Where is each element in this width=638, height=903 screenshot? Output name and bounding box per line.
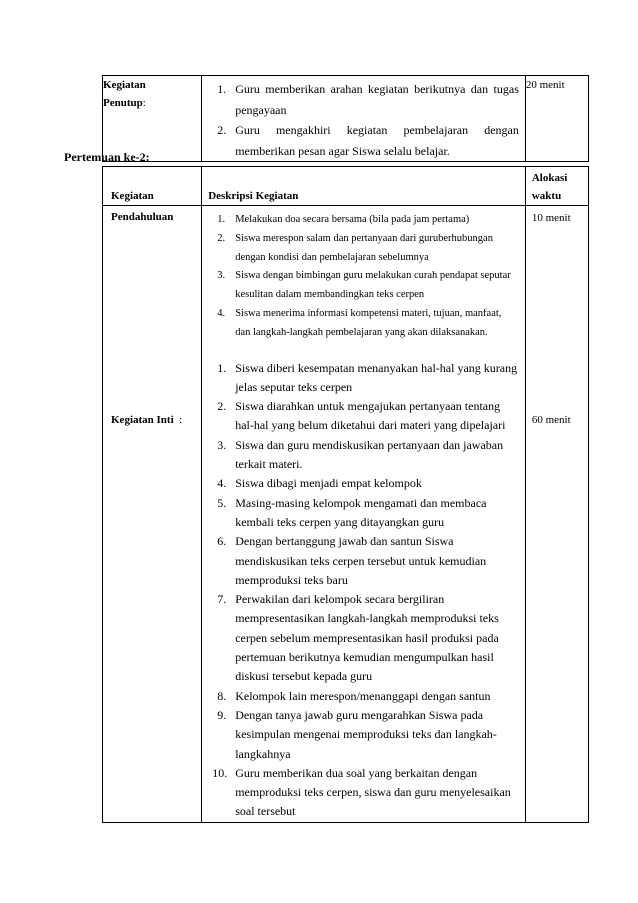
closing-label-cell <box>103 76 202 162</box>
list-item: 5. Masing-masing kelompok mengamati dan membaca kembali teks cerpen yang ditayangkan guru <box>217 495 487 529</box>
closing-time-cell: 20 menit <box>525 76 588 162</box>
closing-label-word1: Kegiatan <box>103 79 146 91</box>
core-time: 60 menit <box>531 414 571 426</box>
list-item: 2. Siswa merespon salam dan pertanyaan dari guruberhubungan dengan kondisi dan pembelajaran sebelumnya <box>217 232 493 263</box>
header-time-line1: Alokasi <box>531 172 568 184</box>
header-row <box>103 167 589 206</box>
list-item: 4. Siswa menerima informasi kompetensi materi, tujuan, manfaat, dan langkah-langkah pembelajaran yang akan dilaksanakan. <box>217 307 502 338</box>
closing-label-word2: Penutup <box>103 97 143 109</box>
closing-row <box>103 76 589 162</box>
closing-description-cell <box>202 76 526 162</box>
core-label: Kegiatan Inti <box>111 414 174 426</box>
list-item: 8. Kelompok lain merespon/menanggapi dengan santun <box>217 688 491 703</box>
intro-description <box>202 206 525 343</box>
list-item: 1. Guru memberikan arahan kegiatan berikutnya dan tugas pengayaan <box>217 82 519 117</box>
list-item: 1. Melakukan doa secara bersama (bila pada jam pertama) <box>217 214 470 225</box>
closing-items-list <box>202 76 525 161</box>
activity-body-row <box>103 206 589 823</box>
list-item: 10. Guru memberikan dua soal yang berkaitan dengan memproduksi teks cerpen, siswa dan guru menyelesaikan soal tersebut <box>212 765 511 819</box>
list-item: 6. Dengan bertanggung jawab dan santun Siswa mendiskusikan teks cerpen tersebut untuk kemudian memproduksi teks baru <box>217 534 487 587</box>
list-item: 9. Dengan tanya jawab guru mengarahkan Siswa pada kesimpulan mengenai memproduksi teks dan langkah-langkahnya <box>217 707 497 761</box>
intro-items-list <box>202 206 525 343</box>
closing-activity-table <box>102 75 589 162</box>
header-description: Deskripsi Kegiatan <box>202 167 526 206</box>
core-label-wrap <box>103 407 182 429</box>
header-activity: Kegiatan <box>103 167 202 206</box>
meeting-title: Pertemuan ke-2: <box>64 150 150 164</box>
header-time-line2: waktu <box>531 190 562 202</box>
closing-label-colon: : <box>142 97 146 109</box>
core-items-list <box>202 359 525 822</box>
activity-label-cell <box>103 206 202 823</box>
list-item: 7. Perwakilan dari kelompok secara bergiliran mempresentasikan langkah-langkah memproduksi teks cerpen sebelum mempresentasikan hasil produksi pada pertemuan berikutnya kemudian mengumpulkan hasil diskusi tersebut kepada guru <box>217 592 499 684</box>
list-item: 3. Siswa dan guru mendiskusikan pertanyaan dan jawaban terkait materi. <box>217 437 504 472</box>
list-item: 3. Siswa dengan bimbingan guru melakukan curah pendapat seputar kesulitan dalam membandingkan teks cerpen <box>217 270 511 301</box>
core-description <box>202 359 525 822</box>
list-item: 4. Siswa dibagi menjadi empat kelompok <box>217 476 422 491</box>
meeting-activity-table <box>102 166 589 823</box>
list-item: 2. Siswa diarahkan untuk mengajukan pertanyaan tentang hal-hal yang belum diketahui dari materi yang dipelajari <box>217 399 506 433</box>
intro-time: 10 menit <box>531 212 571 224</box>
list-item: 1. Siswa diberi kesempatan menanyakan hal-hal yang kurang jelas seputar teks cerpen <box>217 360 518 394</box>
list-item: 2. Guru mengakhiri kegiatan pembelajaran dengan memberikan pesan agar Siswa selalu belajar. <box>217 123 519 158</box>
header-time-cell <box>525 167 588 206</box>
activity-time-cell <box>525 206 588 823</box>
activity-description-cell <box>202 206 526 823</box>
intro-label: Pendahuluan <box>111 211 174 223</box>
core-label-colon: : <box>179 414 183 426</box>
